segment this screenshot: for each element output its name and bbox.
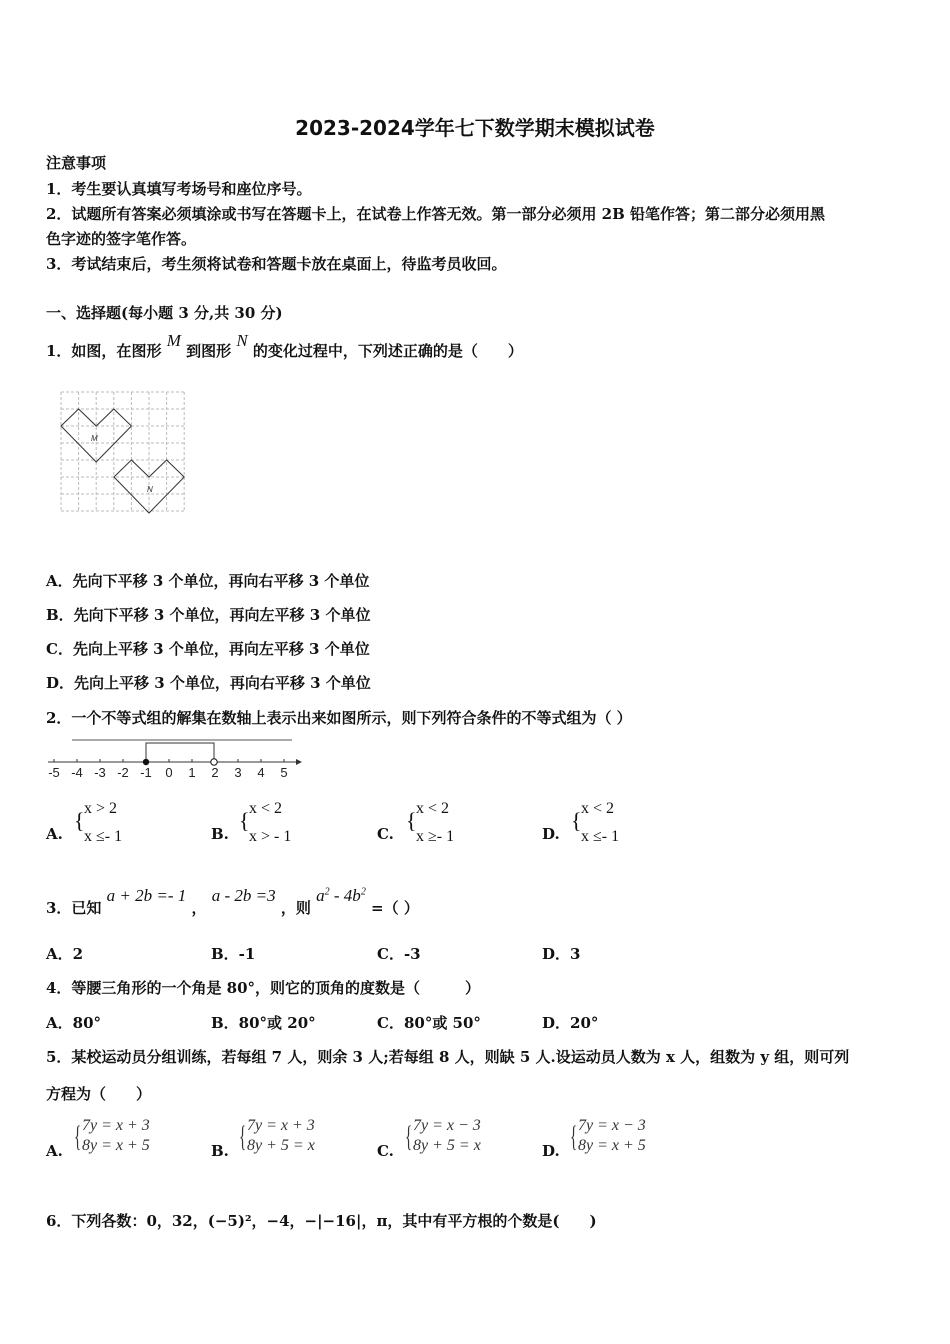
q2-option-a-system (74, 800, 154, 848)
ineq-line-2: x ≥- 1 (416, 828, 455, 845)
brace-icon: { (406, 808, 417, 833)
q1-option-c[interactable]: C．先向上平移 3 个单位，再向左平移 3 个单位 (46, 640, 370, 658)
q1-grid-figure (58, 388, 190, 518)
q2-option-a-label[interactable]: A. (46, 825, 63, 843)
hollow-point (211, 759, 217, 765)
brace-icon: { (570, 1120, 578, 1153)
q1-option-a[interactable]: A．先向下平移 3 个单位，再向右平移 3 个单位 (46, 572, 370, 590)
expr-rest: - 4b (329, 886, 361, 905)
ineq-line-2: x > - 1 (249, 828, 292, 845)
expr-b-exponent: 2 (360, 886, 366, 898)
tick-label: -5 (48, 765, 60, 780)
q3-option-a[interactable]: A．2 (46, 945, 84, 963)
tick-label: 3 (234, 765, 242, 780)
question-3 (46, 886, 419, 918)
q4-option-d[interactable]: D．20° (542, 1014, 599, 1032)
eq-line-1: 7y = x − 3 (578, 1117, 646, 1134)
q4-option-b[interactable]: B．80°或 20° (211, 1014, 316, 1032)
ineq-line-1: x < 2 (581, 800, 615, 817)
q5-option-c-label[interactable]: C. (377, 1142, 394, 1160)
q5-option-a-system (74, 1117, 174, 1159)
q5-option-b-system (239, 1117, 339, 1159)
ineq-line-2: x ≤- 1 (581, 828, 620, 845)
q2-option-d-system (571, 800, 651, 848)
q1-suffix: 的变化过程中，下列述正确的是（ ） (252, 342, 523, 360)
tick-label: 1 (188, 765, 196, 780)
eq-line-2: 8y = x + 5 (82, 1137, 150, 1154)
expr-a-exponent: 2 (324, 886, 330, 898)
q3-separator: ， (191, 899, 207, 917)
brace-icon: { (74, 808, 85, 833)
q4-option-c[interactable]: C．80°或 50° (377, 1014, 481, 1032)
ineq-line-2: x ≤- 1 (84, 828, 123, 845)
q5-option-c-system (405, 1117, 505, 1159)
tick-label: 5 (280, 765, 288, 780)
q2-option-d-label[interactable]: D. (542, 825, 560, 843)
tick-label: -3 (94, 765, 106, 780)
q3-expression (316, 886, 366, 905)
q3-option-d[interactable]: D．3 (542, 945, 581, 963)
q1-mid: 到图形 (186, 342, 232, 360)
notice-heading: 注意事项 (46, 154, 107, 172)
q5-option-d-label[interactable]: D. (542, 1142, 560, 1160)
q2-option-c-system (406, 800, 486, 848)
q3-option-c[interactable]: C．-3 (377, 945, 421, 963)
expr-a: a (316, 886, 325, 905)
section-heading: 一、选择题(每小题 3 分,共 30 分) (46, 304, 283, 322)
notice-item-3: 3．考试结束后，考生须将试卷和答题卡放在桌面上，待监考员收回。 (46, 255, 507, 273)
tick-label: -4 (71, 765, 83, 780)
label-m: M (91, 434, 98, 443)
eq-line-2: 8y + 5 = x (413, 1137, 481, 1154)
q2-option-b-label[interactable]: B. (211, 825, 229, 843)
eq-line-1: 7y = x + 3 (247, 1117, 315, 1134)
tick-label: -2 (117, 765, 129, 780)
q1-symbol-n: N (236, 331, 248, 350)
notice-item-1: 1．考生要认真填写考场号和座位序号。 (46, 180, 312, 198)
q3-option-b[interactable]: B．-1 (211, 945, 256, 963)
brace-icon: { (571, 808, 582, 833)
q5-option-a-label[interactable]: A. (46, 1142, 63, 1160)
question-6: 6．下列各数：0，32，(−5)²，−4，−|−16|，π，其中有平方根的个数是( ) (46, 1212, 597, 1230)
q2-option-c-label[interactable]: C. (377, 825, 394, 843)
q5-option-d-system (570, 1117, 670, 1159)
solid-point (143, 759, 149, 765)
ineq-line-1: x < 2 (249, 800, 283, 817)
label-n: N (147, 485, 153, 494)
eq-line-2: 8y + 5 = x (247, 1137, 315, 1154)
q1-option-b[interactable]: B．先向下平移 3 个单位，再向左平移 3 个单位 (46, 606, 371, 624)
eq-line-1: 7y = x + 3 (82, 1117, 150, 1134)
ineq-line-1: x < 2 (416, 800, 450, 817)
question-1 (46, 331, 523, 361)
question-5-line-1: 5．某校运动员分组训练，若每组 7 人，则余 3 人;若每组 8 人，则缺 5 人.设运动员人数为 x 人，组数为 y 组，则可列 (46, 1048, 850, 1066)
question-2: 2．一个不等式组的解集在数轴上表示出来如图所示，则下列符合条件的不等式组为（ ） (46, 709, 632, 727)
axis-arrow (296, 759, 302, 765)
brace-icon: { (405, 1120, 413, 1153)
page-title: 2023-2024学年七下数学期末模拟试卷 (295, 116, 655, 140)
q3-prefix: 3．已知 (46, 899, 102, 917)
ineq-line-1: x > 2 (84, 800, 118, 817)
middle-solution-bracket (146, 743, 214, 762)
q5-option-b-label[interactable]: B. (211, 1142, 229, 1160)
notice-item-2: 2．试题所有答案必须填涂或书写在答题卡上，在试卷上作答无效。第一部分必须用 2B 铅笔作答；第二部分必须用黑 (46, 205, 826, 223)
q3-then: ，则 (280, 899, 311, 917)
q4-option-a[interactable]: A．80° (46, 1014, 102, 1032)
brace-icon: { (239, 1120, 247, 1153)
tick-label: -1 (140, 765, 152, 780)
notice-item-2-cont: 色字迹的签字笔作答。 (46, 230, 197, 248)
q3-suffix: =（ ） (371, 899, 419, 917)
brace-icon: { (239, 808, 250, 833)
question-5-line-2: 方程为（ ） (46, 1085, 152, 1103)
brace-icon: { (74, 1120, 82, 1153)
tick-label: 4 (257, 765, 265, 780)
q1-symbol-m: M (166, 331, 181, 350)
q2-option-b-system (239, 800, 319, 848)
q2-number-line (40, 733, 310, 783)
eq-line-2: 8y = x + 5 (578, 1137, 646, 1154)
eq-line-1: 7y = x − 3 (413, 1117, 481, 1134)
q3-equation-2: a - 2b =3 (211, 886, 276, 905)
tick-label: 0 (165, 765, 173, 780)
question-4: 4．等腰三角形的一个角是 80°，则它的顶角的度数是（ ） (46, 979, 481, 997)
tick-label: 2 (211, 765, 219, 780)
tick-labels (48, 765, 287, 780)
q3-equation-1: a + 2b =- 1 (106, 886, 187, 905)
q1-prefix: 1．如图，在图形 (46, 342, 162, 360)
q1-option-d[interactable]: D．先向上平移 3 个单位，再向右平移 3 个单位 (46, 674, 371, 692)
